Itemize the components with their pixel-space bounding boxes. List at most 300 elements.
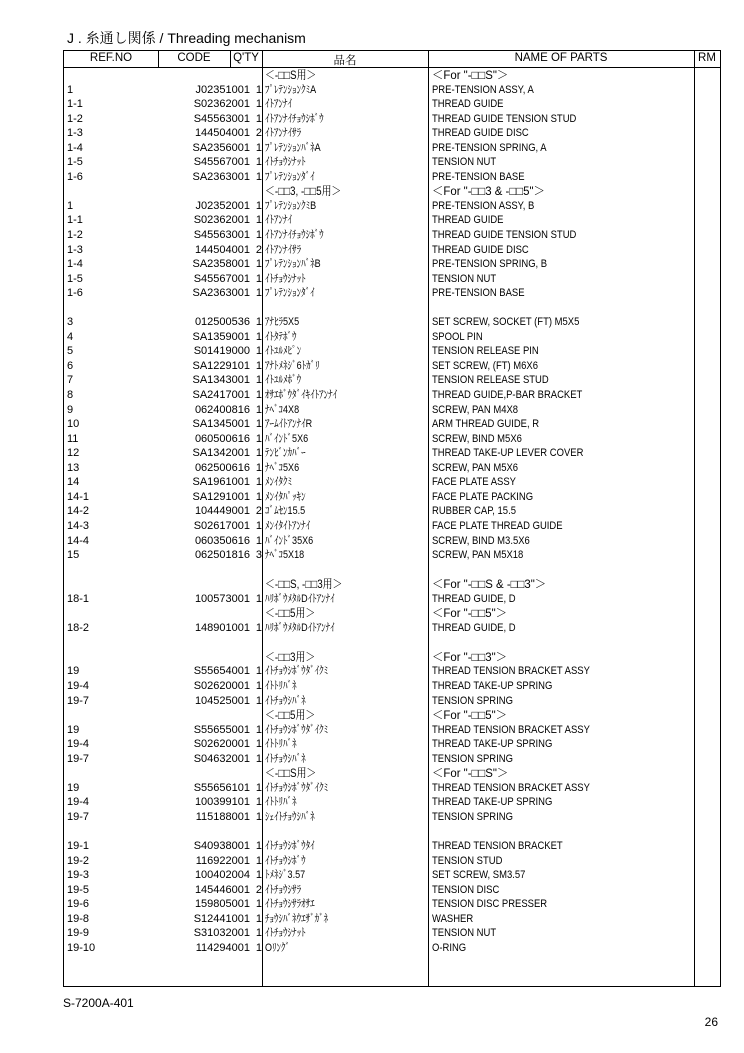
jp-name-cell: ﾊﾘﾎﾞｳﾒﾀﾙDｲﾄｱﾝﾅｲ bbox=[265, 592, 335, 605]
ref-cell: 19-2 bbox=[67, 854, 90, 867]
en-name-cell: SCREW, PAN M4X8 bbox=[432, 403, 519, 416]
jp-name-cell: ﾁｮｳｼﾊﾞﾈｳｴｻﾞｶﾞﾈ bbox=[265, 912, 329, 925]
jp-name-cell: ﾅﾍﾞｺ5X18 bbox=[265, 549, 305, 562]
code-cell: SA2358001 bbox=[192, 258, 250, 271]
qty-cell: 1 bbox=[255, 345, 262, 358]
qty-cell: 1 bbox=[255, 447, 262, 460]
code-cell: S45567001 bbox=[193, 272, 250, 285]
jp-name-cell: Oﾘﾝｸﾞ bbox=[265, 941, 291, 954]
qty-cell: 1 bbox=[255, 156, 262, 169]
en-name-cell: PRE-TENSION BASE bbox=[432, 170, 525, 183]
table-row bbox=[64, 272, 720, 287]
qty-cell: 1 bbox=[255, 272, 262, 285]
jp-name-cell: ﾌﾟﾚﾃﾝｼｮﾝﾀﾞｲ bbox=[265, 170, 315, 183]
table-row bbox=[64, 199, 720, 214]
qty-cell: 1 bbox=[255, 432, 262, 445]
ref-cell: 14-2 bbox=[67, 505, 90, 518]
table-row bbox=[64, 141, 720, 156]
table-row bbox=[64, 563, 720, 578]
code-cell: SA1291001 bbox=[192, 490, 250, 503]
jp-name-cell: ｲﾄﾄﾘﾊﾞﾈ bbox=[265, 738, 297, 751]
jp-name-cell: ﾒﾝｲﾀﾊﾟｯｷﾝ bbox=[265, 490, 306, 503]
qty-cell: 1 bbox=[255, 927, 262, 940]
en-name-cell: THREAD TENSION BRACKET bbox=[432, 839, 563, 852]
qty-cell: 1 bbox=[255, 258, 262, 271]
en-name-cell: WASHER bbox=[432, 912, 474, 925]
table-row bbox=[64, 912, 720, 927]
jp-name-cell: ｱｰﾑｲﾄｱﾝﾅｲR bbox=[265, 418, 313, 431]
qty-cell: 1 bbox=[255, 869, 262, 882]
qty-cell: 1 bbox=[255, 752, 262, 765]
qty-cell: 2 bbox=[255, 127, 262, 140]
model-heading-row bbox=[64, 650, 720, 665]
table-row bbox=[64, 694, 720, 709]
qty-cell: 1 bbox=[255, 170, 262, 183]
ref-cell: 1-1 bbox=[67, 98, 83, 111]
table-row bbox=[64, 373, 720, 388]
jp-name-cell: ｲﾄﾁｮｳｼﾎﾞｳ bbox=[265, 854, 306, 867]
table-row bbox=[64, 359, 720, 374]
jp-name-cell: ｲﾄﾁｮｳｼﾊﾞﾈ bbox=[265, 752, 306, 765]
table-row bbox=[64, 534, 720, 549]
code-cell: 060350616 bbox=[194, 534, 250, 547]
qty-cell: 1 bbox=[255, 141, 262, 154]
code-cell: 012500536 bbox=[194, 316, 250, 329]
table-row bbox=[64, 213, 720, 228]
jp-name-cell: ﾒﾝｲﾀｸﾐ bbox=[265, 476, 293, 489]
ref-cell: 14-3 bbox=[67, 519, 90, 532]
en-name-cell: TENSION STUD bbox=[432, 854, 503, 867]
ref-cell: 18-1 bbox=[67, 592, 90, 605]
ref-cell: 13 bbox=[67, 461, 80, 474]
qty-cell: 1 bbox=[255, 621, 262, 634]
ref-cell: 19-5 bbox=[67, 883, 90, 896]
model-heading-row bbox=[64, 606, 720, 621]
code-cell: S55654001 bbox=[193, 665, 250, 678]
ref-cell: 19-1 bbox=[67, 839, 90, 852]
table-row bbox=[64, 781, 720, 796]
ref-cell: 10 bbox=[67, 418, 80, 431]
en-name-cell: SCREW, PAN M5X6 bbox=[432, 461, 519, 474]
table-header bbox=[64, 51, 720, 68]
qty-cell: 1 bbox=[255, 374, 262, 387]
qty-cell: 1 bbox=[255, 781, 262, 794]
ref-cell: 6 bbox=[67, 359, 74, 372]
jp-name-cell: ﾃﾝﾋﾞﾝｶﾊﾞｰ bbox=[265, 447, 306, 460]
code-cell: S02620001 bbox=[193, 679, 250, 692]
table-row bbox=[64, 112, 720, 127]
table-row bbox=[64, 519, 720, 534]
jp-name-cell: ｲﾄﾕﾙﾒﾎﾞｳ bbox=[265, 374, 302, 387]
table-row bbox=[64, 417, 720, 432]
model-heading-row bbox=[64, 68, 720, 83]
en-name-cell: ＜For "-□□5"＞ bbox=[432, 606, 508, 621]
en-name-cell: SET SCREW, SOCKET (FT) M5X5 bbox=[432, 316, 580, 329]
model-heading-row bbox=[64, 766, 720, 781]
jp-name-cell: ｼｪｲﾄﾁｮｳｼﾊﾞﾈ bbox=[265, 810, 315, 823]
table-row bbox=[64, 824, 720, 839]
code-cell: S01419000 bbox=[193, 345, 250, 358]
code-cell: 104525001 bbox=[194, 694, 250, 707]
table-row bbox=[64, 330, 720, 345]
table-row bbox=[64, 723, 720, 738]
page-title: J . 糸通し関係 / Threading mechanism bbox=[67, 30, 306, 46]
qty-cell: 1 bbox=[255, 898, 262, 911]
table-row bbox=[64, 941, 720, 956]
qty-cell: 1 bbox=[255, 389, 262, 402]
code-cell: 062500616 bbox=[194, 461, 250, 474]
table-row bbox=[64, 461, 720, 476]
table-body bbox=[64, 68, 720, 955]
en-name-cell: TENSION SPRING bbox=[432, 694, 513, 707]
code-cell: S55656101 bbox=[193, 781, 250, 794]
table-row bbox=[64, 926, 720, 941]
qty-cell: 1 bbox=[255, 199, 262, 212]
qty-cell: 1 bbox=[255, 476, 262, 489]
ref-cell: 15 bbox=[67, 549, 80, 562]
en-name-cell: SPOOL PIN bbox=[432, 330, 483, 343]
en-name-cell: O-RING bbox=[432, 941, 467, 954]
code-cell: 104449001 bbox=[194, 505, 250, 518]
ref-cell: 19 bbox=[67, 665, 80, 678]
en-name-cell: THREAD GUIDE DISC bbox=[432, 243, 529, 256]
table-row bbox=[64, 679, 720, 694]
jp-name-cell: ｲﾄｱﾝﾅｲｻﾗ bbox=[265, 243, 302, 256]
en-name-cell: THREAD TAKE-UP SPRING bbox=[432, 679, 553, 692]
jp-name-cell: ｲﾄﾁｮｳｼﾎﾞｳﾀｲ bbox=[265, 839, 315, 852]
qty-cell: 1 bbox=[255, 330, 262, 343]
code-cell: SA1961001 bbox=[192, 476, 250, 489]
ref-cell: 19 bbox=[67, 781, 80, 794]
table-row bbox=[64, 97, 720, 112]
en-name-cell: TENSION NUT bbox=[432, 272, 497, 285]
code-cell: 144504001 bbox=[194, 127, 250, 140]
jp-name-cell: ｲﾄﾁｮｳｼﾎﾞｳﾀﾞｲｸﾐ bbox=[265, 665, 329, 678]
code-cell: S02620001 bbox=[193, 738, 250, 751]
en-name-cell: THREAD GUIDE bbox=[432, 214, 504, 227]
en-name-cell: SET SCREW, SM3.57 bbox=[432, 869, 526, 882]
en-name-cell: THREAD GUIDE DISC bbox=[432, 127, 529, 140]
ref-cell: 1-3 bbox=[67, 127, 83, 140]
jp-name-cell: ｲﾄﾁｮｳｼﾅｯﾄ bbox=[265, 272, 306, 285]
en-name-cell: THREAD TENSION BRACKET ASSY bbox=[432, 781, 590, 794]
table-row bbox=[64, 664, 720, 679]
qty-cell: 1 bbox=[255, 592, 262, 605]
document-code: S-7200A-401 bbox=[63, 996, 134, 1010]
table-row bbox=[64, 621, 720, 636]
en-name-cell: TENSION DISC bbox=[432, 883, 500, 896]
qty-cell: 1 bbox=[255, 214, 262, 227]
ref-cell: 3 bbox=[67, 316, 74, 329]
table-row bbox=[64, 83, 720, 98]
jp-name-cell: ﾌﾟﾚﾃﾝｼｮﾝﾊﾞﾈB bbox=[265, 258, 321, 271]
ref-cell: 14 bbox=[67, 476, 80, 489]
qty-cell: 1 bbox=[255, 941, 262, 954]
en-name-cell: ＜For "-□□5"＞ bbox=[432, 708, 508, 723]
code-cell: S45563001 bbox=[193, 229, 250, 242]
en-name-cell: TENSION SPRING bbox=[432, 810, 513, 823]
table-row bbox=[64, 403, 720, 418]
jp-name-cell: ﾌﾟﾚﾃﾝｼｮﾝﾀﾞｲ bbox=[265, 287, 315, 300]
code-cell: SA2363001 bbox=[192, 287, 250, 300]
ref-cell: 11 bbox=[67, 432, 79, 445]
en-name-cell: THREAD TENSION BRACKET ASSY bbox=[432, 723, 590, 736]
qty-cell: 1 bbox=[255, 679, 262, 692]
qty-cell: 1 bbox=[255, 854, 262, 867]
code-cell: S45567001 bbox=[193, 156, 250, 169]
code-cell: S04632001 bbox=[193, 752, 250, 765]
table-row bbox=[64, 315, 720, 330]
ref-cell: 1-5 bbox=[67, 156, 83, 169]
ref-cell: 1-4 bbox=[67, 258, 83, 271]
qty-cell: 1 bbox=[255, 839, 262, 852]
qty-cell: 2 bbox=[255, 243, 262, 256]
model-heading-row bbox=[64, 708, 720, 723]
en-name-cell: THREAD GUIDE, D bbox=[432, 592, 516, 605]
en-name-cell: SCREW, BIND M5X6 bbox=[432, 432, 522, 445]
table-row bbox=[64, 228, 720, 243]
code-cell: 114294001 bbox=[195, 941, 250, 954]
en-name-cell: SET SCREW, (FT) M6X6 bbox=[432, 359, 539, 372]
code-cell: SA1343001 bbox=[192, 374, 250, 387]
en-name-cell: TENSION RELEASE STUD bbox=[432, 374, 549, 387]
code-cell: S02362001 bbox=[193, 98, 250, 111]
column-divider bbox=[230, 51, 231, 68]
table-row bbox=[64, 446, 720, 461]
qty-cell: 1 bbox=[255, 519, 262, 532]
jp-name-cell: ｲﾄﾀﾃﾎﾞｳ bbox=[265, 330, 297, 343]
code-cell: 115188001 bbox=[195, 810, 250, 823]
table-row bbox=[64, 432, 720, 447]
jp-name-cell: ｲﾄﾁｮｳｼﾎﾞｳﾀﾞｲｸﾐ bbox=[265, 781, 329, 794]
jp-name-cell: ｱﾅﾄﾒﾈｼﾞ6ﾄｶﾞﾘ bbox=[265, 359, 320, 372]
jp-name-cell: ｲﾄﾁｮｳｼﾅｯﾄ bbox=[265, 927, 306, 940]
qty-cell: 1 bbox=[255, 665, 262, 678]
en-name-cell: THREAD TENSION BRACKET ASSY bbox=[432, 665, 590, 678]
ref-cell: 14-1 bbox=[67, 490, 90, 503]
table-row bbox=[64, 883, 720, 898]
header-jp-name: 品名 bbox=[333, 55, 357, 67]
jp-name-cell: ﾄﾒﾈｼﾞ3.57 bbox=[265, 869, 306, 882]
table-row bbox=[64, 548, 720, 563]
table-row bbox=[64, 504, 720, 519]
table-row bbox=[64, 126, 720, 141]
ref-cell: 1 bbox=[67, 83, 74, 96]
en-name-cell: ＜For "-□□S & -□□3"＞ bbox=[432, 577, 547, 592]
table-row bbox=[64, 839, 720, 854]
parts-table bbox=[63, 50, 721, 987]
ref-cell: 18-2 bbox=[67, 621, 90, 634]
jp-name-cell: ＜-□□5用＞ bbox=[265, 606, 316, 621]
code-cell: SA1359001 bbox=[192, 330, 250, 343]
qty-cell: 2 bbox=[255, 883, 262, 896]
en-name-cell: THREAD GUIDE bbox=[432, 98, 504, 111]
qty-cell: 2 bbox=[255, 505, 262, 518]
jp-name-cell: ﾊﾘﾎﾞｳﾒﾀﾙDｲﾄｱﾝﾅｲ bbox=[265, 621, 335, 634]
table-row bbox=[64, 286, 720, 301]
ref-cell: 1-2 bbox=[67, 229, 83, 242]
code-cell: 159805001 bbox=[194, 898, 250, 911]
header-qty: Q'TY bbox=[233, 52, 259, 64]
ref-cell: 5 bbox=[67, 345, 74, 358]
code-cell: 060500616 bbox=[194, 432, 250, 445]
code-cell: S12441001 bbox=[193, 912, 250, 925]
ref-cell: 19-8 bbox=[67, 912, 90, 925]
table-row bbox=[64, 388, 720, 403]
ref-cell: 1-3 bbox=[67, 243, 83, 256]
en-name-cell: THREAD TAKE-UP LEVER COVER bbox=[432, 447, 584, 460]
qty-cell: 1 bbox=[255, 461, 262, 474]
jp-name-cell: ｲﾄﾄﾘﾊﾞﾈ bbox=[265, 679, 297, 692]
ref-cell: 1-1 bbox=[67, 214, 83, 227]
ref-cell: 19-7 bbox=[67, 810, 90, 823]
table-row bbox=[64, 301, 720, 316]
qty-cell: 1 bbox=[255, 98, 262, 111]
jp-name-cell: ｲﾄﾁｮｳｼﾅｯﾄ bbox=[265, 156, 306, 169]
ref-cell: 7 bbox=[67, 374, 74, 387]
qty-cell: 1 bbox=[255, 83, 262, 96]
en-name-cell: THREAD TAKE-UP SPRING bbox=[432, 796, 553, 809]
jp-name-cell: ＜-□□3用＞ bbox=[265, 649, 316, 664]
en-name-cell: THREAD GUIDE, D bbox=[432, 621, 516, 634]
jp-name-cell: ＜-□□S用＞ bbox=[265, 766, 317, 781]
qty-cell: 1 bbox=[255, 229, 262, 242]
jp-name-cell: ﾒﾝｲﾀｲﾄｱﾝﾅｲ bbox=[265, 519, 311, 532]
code-cell: SA2417001 bbox=[192, 389, 250, 402]
en-name-cell: FACE PLATE PACKING bbox=[432, 490, 534, 503]
table-row bbox=[64, 475, 720, 490]
code-cell: SA1229101 bbox=[192, 359, 250, 372]
table-row bbox=[64, 170, 720, 185]
ref-cell: 12 bbox=[67, 447, 80, 460]
jp-name-cell: ﾌﾟﾚﾃﾝｼｮﾝﾊﾞﾈA bbox=[265, 141, 321, 154]
en-name-cell: SCREW, PAN M5X18 bbox=[432, 549, 524, 562]
en-name-cell: PRE-TENSION ASSY, B bbox=[432, 199, 535, 212]
jp-name-cell: ﾅﾍﾞｺ5X6 bbox=[265, 461, 300, 474]
en-name-cell: TENSION DISC PRESSER bbox=[432, 898, 548, 911]
jp-name-cell: ｵｻｴﾎﾞｳﾀﾞｲｷｲﾄｱﾝﾅｲ bbox=[265, 389, 338, 402]
qty-cell: 1 bbox=[255, 490, 262, 503]
jp-name-cell: ｱﾅﾋﾗ5X5 bbox=[265, 316, 300, 329]
qty-cell: 1 bbox=[255, 316, 262, 329]
jp-name-cell: ｲﾄｱﾝﾅｲﾁｮｳｼﾎﾞｳ bbox=[265, 229, 324, 242]
en-name-cell: THREAD GUIDE TENSION STUD bbox=[432, 112, 577, 125]
jp-name-cell: ｲﾄﾄﾘﾊﾞﾈ bbox=[265, 796, 297, 809]
jp-name-cell: ＜-□□S用＞ bbox=[265, 68, 317, 82]
jp-name-cell: ｲﾄｱﾝﾅｲｻﾗ bbox=[265, 127, 302, 140]
code-cell: S02617001 bbox=[193, 519, 250, 532]
en-name-cell: ＜For "-□□S"＞ bbox=[432, 68, 509, 82]
ref-cell: 9 bbox=[67, 403, 74, 416]
jp-name-cell: ｺﾞﾑｾﾝ15.5 bbox=[265, 505, 306, 518]
model-heading-row bbox=[64, 184, 720, 199]
qty-cell: 3 bbox=[255, 549, 262, 562]
table-row bbox=[64, 344, 720, 359]
table-row bbox=[64, 243, 720, 258]
ref-cell: 1-5 bbox=[67, 272, 83, 285]
table-row bbox=[64, 795, 720, 810]
en-name-cell: FACE PLATE ASSY bbox=[432, 476, 516, 489]
jp-name-cell: ｲﾄﾁｮｳｼｻﾗ bbox=[265, 883, 302, 896]
code-cell: 116922001 bbox=[195, 854, 250, 867]
ref-cell: 19-9 bbox=[67, 927, 90, 940]
en-name-cell: PRE-TENSION ASSY, A bbox=[432, 83, 534, 96]
jp-name-cell: ＜-□□S, -□□3用＞ bbox=[265, 577, 343, 592]
table-row bbox=[64, 155, 720, 170]
en-name-cell: PRE-TENSION SPRING, A bbox=[432, 141, 547, 154]
code-cell: 100399101 bbox=[194, 796, 250, 809]
qty-cell: 1 bbox=[255, 112, 262, 125]
ref-cell: 19-6 bbox=[67, 898, 90, 911]
header-rm: RM bbox=[698, 52, 716, 64]
qty-cell: 1 bbox=[255, 694, 262, 707]
ref-cell: 8 bbox=[67, 389, 74, 402]
jp-name-cell: ﾊﾞｲﾝﾄﾞ5X6 bbox=[265, 432, 309, 445]
table-row bbox=[64, 490, 720, 505]
table-row bbox=[64, 635, 720, 650]
en-name-cell: TENSION NUT bbox=[432, 927, 497, 940]
jp-name-cell: ﾅﾍﾞｺ4X8 bbox=[265, 403, 300, 416]
code-cell: SA2356001 bbox=[192, 141, 250, 154]
qty-cell: 1 bbox=[255, 796, 262, 809]
en-name-cell: PRE-TENSION BASE bbox=[432, 287, 525, 300]
header-ref: REF.NO bbox=[89, 52, 133, 64]
ref-cell: 19-4 bbox=[67, 738, 90, 751]
qty-cell: 1 bbox=[255, 403, 262, 416]
jp-name-cell: ＜-□□5用＞ bbox=[265, 708, 316, 723]
ref-cell: 1-6 bbox=[67, 170, 83, 183]
table-row bbox=[64, 257, 720, 272]
jp-name-cell: ｲﾄｱﾝﾅｲ bbox=[265, 98, 293, 111]
en-name-cell: ＜For "-□□S"＞ bbox=[432, 766, 509, 781]
qty-cell: 1 bbox=[255, 738, 262, 751]
jp-name-cell: ｲﾄｱﾝﾅｲ bbox=[265, 214, 293, 227]
model-heading-row bbox=[64, 577, 720, 592]
code-cell: 148901001 bbox=[194, 621, 250, 634]
en-name-cell: FACE PLATE THREAD GUIDE bbox=[432, 519, 563, 532]
en-name-cell: SCREW, BIND M3.5X6 bbox=[432, 534, 530, 547]
header-code: CODE bbox=[177, 52, 211, 64]
jp-name-cell: ｲﾄﾁｮｳｼｻﾗｵｻｴ bbox=[265, 898, 315, 911]
code-cell: 145446001 bbox=[194, 883, 250, 896]
table-row bbox=[64, 810, 720, 825]
code-cell: SA2363001 bbox=[192, 170, 250, 183]
ref-cell: 14-4 bbox=[67, 534, 90, 547]
code-cell: 144504001 bbox=[194, 243, 250, 256]
ref-cell: 1-6 bbox=[67, 287, 83, 300]
table-row bbox=[64, 737, 720, 752]
code-cell: 100573001 bbox=[194, 592, 250, 605]
code-cell: S45563001 bbox=[193, 112, 250, 125]
qty-cell: 1 bbox=[255, 534, 262, 547]
en-name-cell: ARM THREAD GUIDE, R bbox=[432, 418, 540, 431]
code-cell: S02362001 bbox=[193, 214, 250, 227]
en-name-cell: ＜For "-□□3"＞ bbox=[432, 649, 508, 664]
ref-cell: 19 bbox=[67, 723, 80, 736]
en-name-cell: THREAD GUIDE TENSION STUD bbox=[432, 229, 577, 242]
table-row bbox=[64, 592, 720, 607]
code-cell: S40938001 bbox=[193, 839, 250, 852]
table-row bbox=[64, 897, 720, 912]
table-row bbox=[64, 854, 720, 869]
en-name-cell: THREAD GUIDE,P-BAR BRACKET bbox=[432, 389, 583, 402]
ref-cell: 19-4 bbox=[67, 679, 90, 692]
column-divider bbox=[158, 51, 159, 68]
ref-cell: 1-2 bbox=[67, 112, 83, 125]
en-name-cell: TENSION RELEASE PIN bbox=[432, 345, 539, 358]
ref-cell: 1 bbox=[67, 199, 74, 212]
ref-cell: 19-3 bbox=[67, 869, 90, 882]
